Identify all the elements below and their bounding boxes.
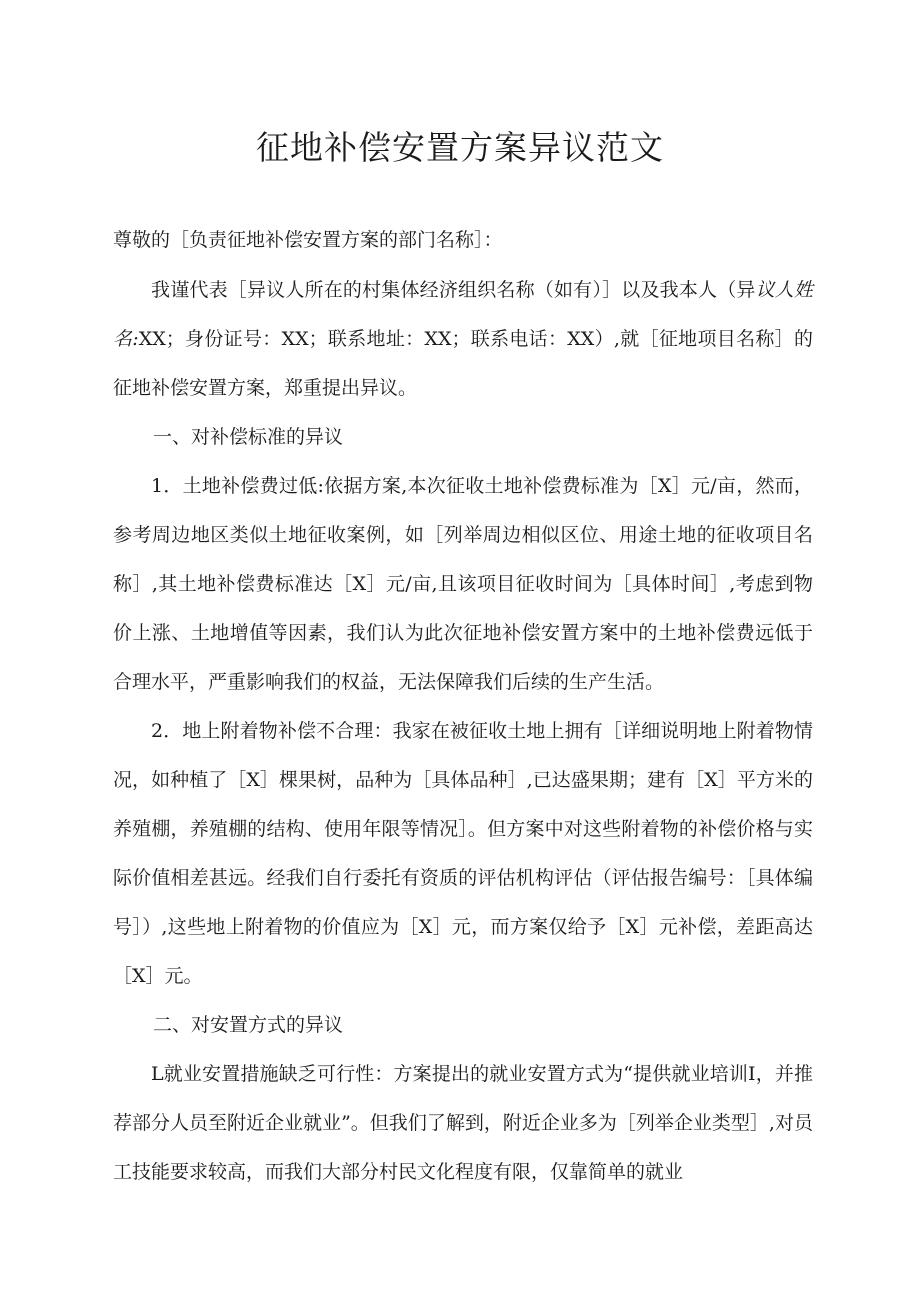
intro-paragraph: [113, 266, 813, 413]
section2-heading: 二、对安置方式的异议: [153, 1014, 344, 1036]
salutation: 尊敬的［负责征地补偿安置方案的部门名称］：: [113, 229, 503, 251]
section1-item1-paragraph: 1．土地补偿费过低:依据方案,本次征收土地补偿费标准为［X］元/亩，然而，参考周边地区类似土地征收案例，如［列举周边相似区位、用途土地的征收项目名称］,其土地补偿费标准达［X］元/亩,且该项目征收时间为［具体时间］,考虑到物价上涨、土地增值等因素，我们认为此次征地补偿安置方案中的土地补偿费远低于合理水平，严重影响我们的权益，无法保障我们后续的生产生活。: [113, 475, 813, 693]
document-body: [113, 266, 813, 1197]
section1-item2-paragraph: 2．地上附着物补偿不合理：我家在被征收土地上拥有［详细说明地上附着物情况，如种植了［X］棵果树，品种为［具体品种］,已达盛果期；建有［X］平方米的养殖棚，养殖棚的结构、使用年限等情况］。但方案中对这些附着物的补偿价格与实际价值相差甚远。经我们自行委托有资质的评估机构评估（评估报告编号：［具体编号］）,这些地上附着物的价值应为［X］元，而方案仅给予［X］元补偿，差距高达［X］元。: [113, 720, 813, 987]
section2-item1-paragraph: L就业安置措施缺乏可行性：方案提出的就业安置方式为“提供就业培训I，并推荐部分人员至附近企业就业”。但我们了解到，附近企业多为［列举企业类型］,对员工技能要求较高，而我们大部分村民文化程度有限，仅靠简单的就业: [113, 1063, 813, 1183]
intro-text-part1: 我谨代表［异议人所在的村集体经济组织名称（如有）］以及我本人（异: [151, 279, 756, 301]
intro-text-italic: 议人姓名:: [113, 279, 813, 350]
intro-text-part2: XX；身份证号：XX；联系地址：XX；联系电话：XX）,就［征地项目名称］的征地补偿安置方案，郑重提出异议。: [113, 328, 813, 399]
document-title: 征地补偿安置方案异议范文: [256, 128, 664, 167]
section1-heading: 一、对补偿标准的异议: [153, 426, 344, 448]
